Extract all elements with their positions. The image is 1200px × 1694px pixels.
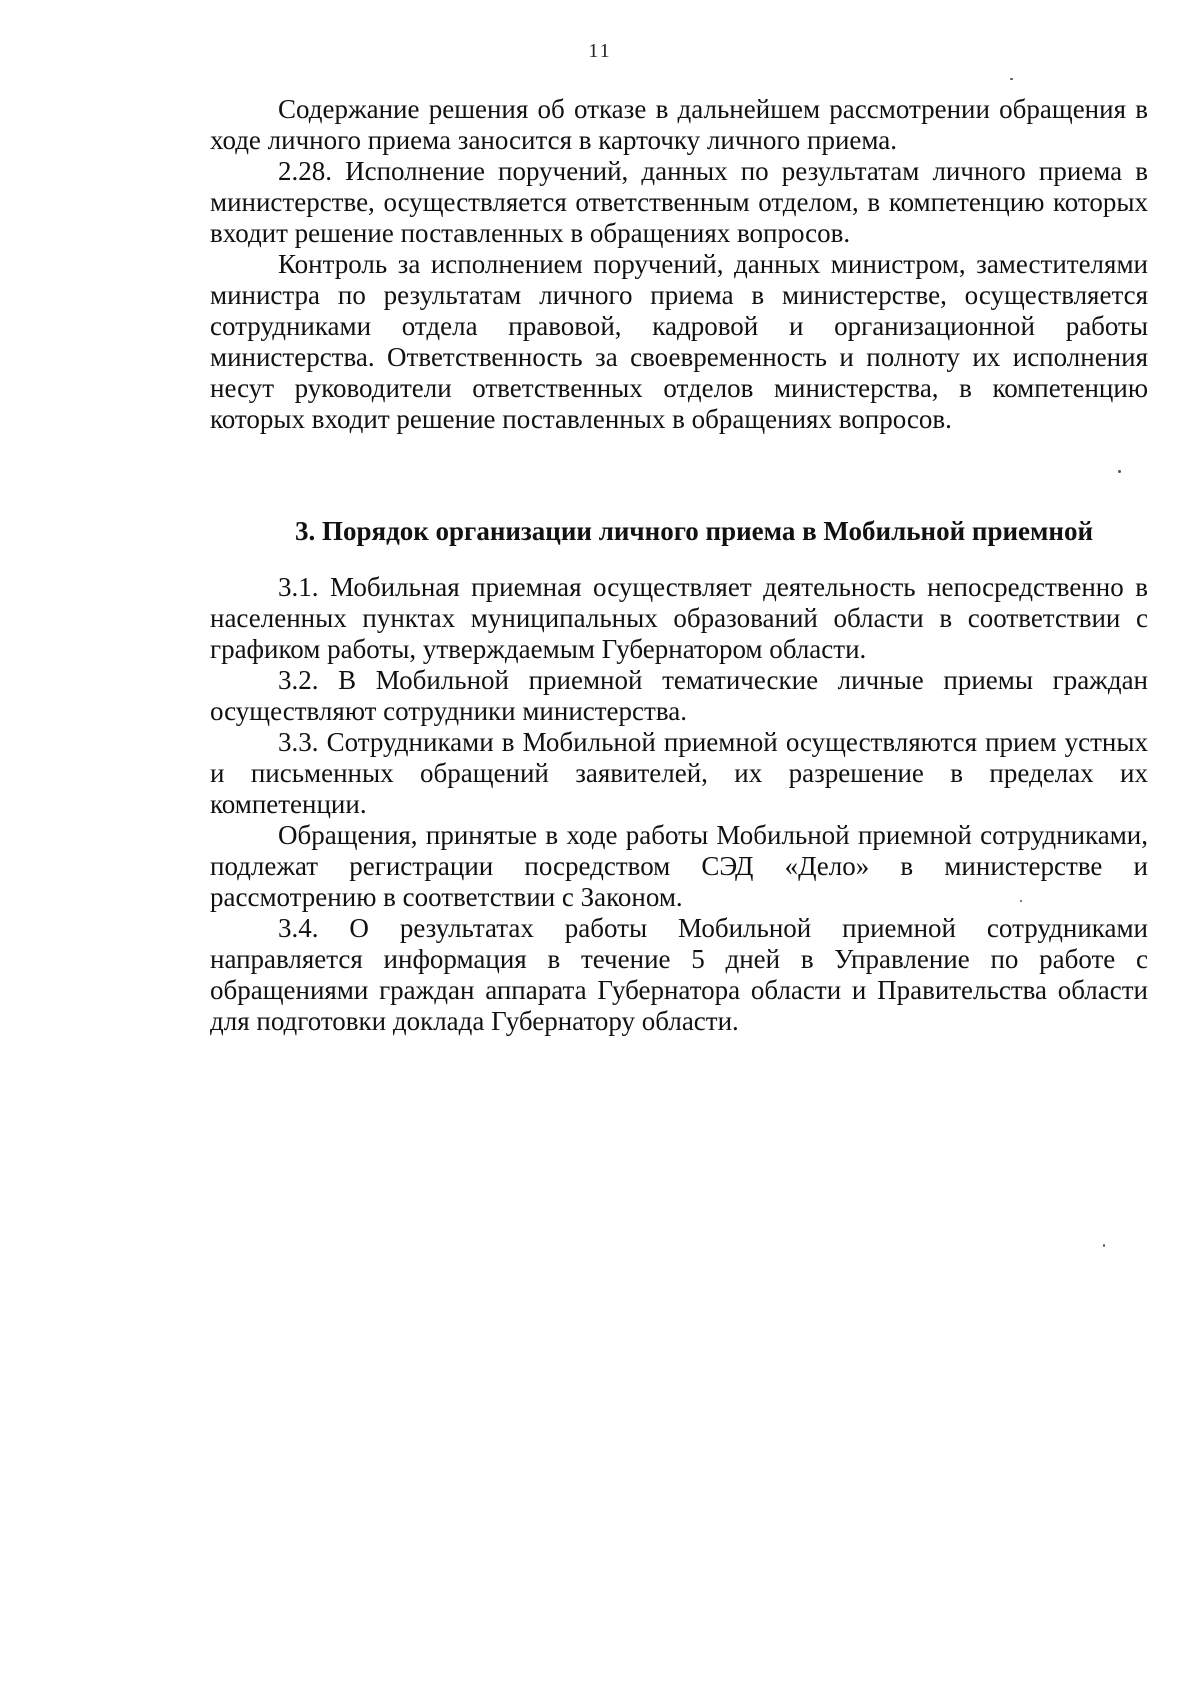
section-3 [210, 516, 1148, 1037]
paragraph: 3.1. Мобильная приемная осуществляет деятельность непосредственно в населенных пунктах муниципальных образований области в соответствии с графиком работы, утверждаемым Губернатором области. [210, 572, 1148, 664]
scan-speck [1020, 900, 1022, 902]
document-body [210, 94, 1148, 1037]
paragraph: Содержание решения об отказе в дальнейшем рассмотрении обращения в ходе личного приема заносится в карточку личного приема. [210, 94, 1148, 155]
scan-speck [1103, 1244, 1105, 1247]
page-number: 11 [588, 40, 612, 62]
paragraph: Обращения, принятые в ходе работы Мобильной приемной сотрудниками, подлежат регистрации посредством СЭД «Дело» в министерстве и рассмотрению в соответствии с Законом. [210, 820, 1148, 912]
paragraph: 2.28. Исполнение поручений, данных по результатам личного приема в министерстве, осуществляется ответственным отделом, в компетенцию которых входит решение поставленных в обращениях вопросов. [210, 156, 1148, 248]
paragraph: 3.4. О результатах работы Мобильной приемной сотрудниками направляется информация в течение 5 дней в Управление по работе с обращениями граждан аппарата Губернатора области и Правительства области для подготовки доклада Губернатору области. [210, 913, 1148, 1036]
section-title: 3. Порядок организации личного приема в Мобильной приемной [294, 516, 1094, 546]
paragraph: 3.3. Сотрудниками в Мобильной приемной осуществляются прием устных и письменных обращений заявителей, их разрешение в пределах их компетенции. [210, 727, 1148, 819]
paragraph: 3.2. В Мобильной приемной тематические личные приемы граждан осуществляют сотрудники министерства. [210, 665, 1148, 726]
scan-speck [1010, 78, 1013, 80]
paragraph: Контроль за исполнением поручений, данных министром, заместителями министра по результатам личного приема в министерстве, осуществляется сотрудниками отдела правовой, кадровой и организационной работы министерства. Ответственность за своевременность и полноту их исполнения несут руководители ответственных отделов министерства, в компетенцию которых входит решение поставленных в обращениях вопросов. [210, 249, 1148, 434]
scan-speck [1118, 470, 1121, 473]
